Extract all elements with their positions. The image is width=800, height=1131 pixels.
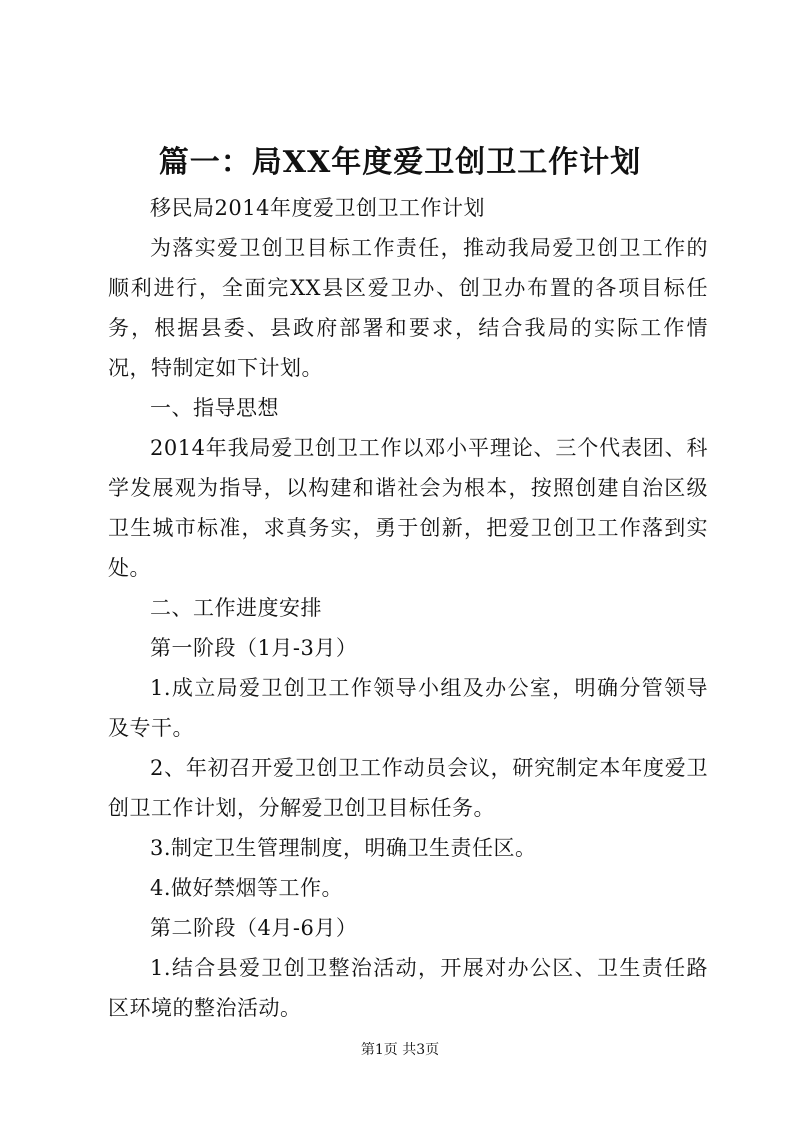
section-heading-schedule: 二、工作进度安排	[150, 596, 322, 620]
stage-one-item-3: 3.制定卫生管理制度，明确卫生责任区。	[150, 836, 537, 860]
paragraph-subtitle: 移民局2014年度爱卫创卫工作计划	[150, 196, 485, 220]
stage-heading-two: 第二阶段（4月-6月）	[150, 916, 358, 940]
stage-one-item-2: 2、年初召开爱卫创卫工作动员会议，研究制定本年度爱卫创卫工作计划，分解爱卫创卫目标任务。	[108, 756, 708, 820]
section-heading-guiding-thought: 一、指导思想	[150, 396, 279, 420]
document-title: 篇一：局XX年度爱卫创卫工作计划	[158, 145, 642, 180]
document-body	[108, 188, 708, 1028]
stage-two-item-1: 1.结合县爱卫创卫整治活动，开展对办公区、卫生责任路区环境的整治活动。	[108, 956, 708, 1020]
page-footer: 第1页 共3页	[360, 1042, 440, 1058]
stage-one-item-4: 4.做好禁烟等工作。	[150, 876, 344, 900]
paragraph-guiding-thought: 2014年我局爱卫创卫工作以邓小平理论、三个代表团、科学发展观为指导，以构建和谐社会为根本，按照创建自治区级卫生城市标准，求真务实，勇于创新，把爱卫创卫工作落到实处。	[108, 436, 708, 580]
stage-heading-one: 第一阶段（1月-3月）	[150, 636, 358, 660]
paragraph-intro: 为落实爱卫创卫目标工作责任，推动我局爱卫创卫工作的顺利进行，全面完XX县区爱卫办、创卫办布置的各项目标任务，根据县委、县政府部署和要求，结合我局的实际工作情况，特制定如下计划。	[108, 236, 708, 380]
stage-one-item-1: 1.成立局爱卫创卫工作领导小组及办公室，明确分管领导及专干。	[108, 676, 708, 740]
